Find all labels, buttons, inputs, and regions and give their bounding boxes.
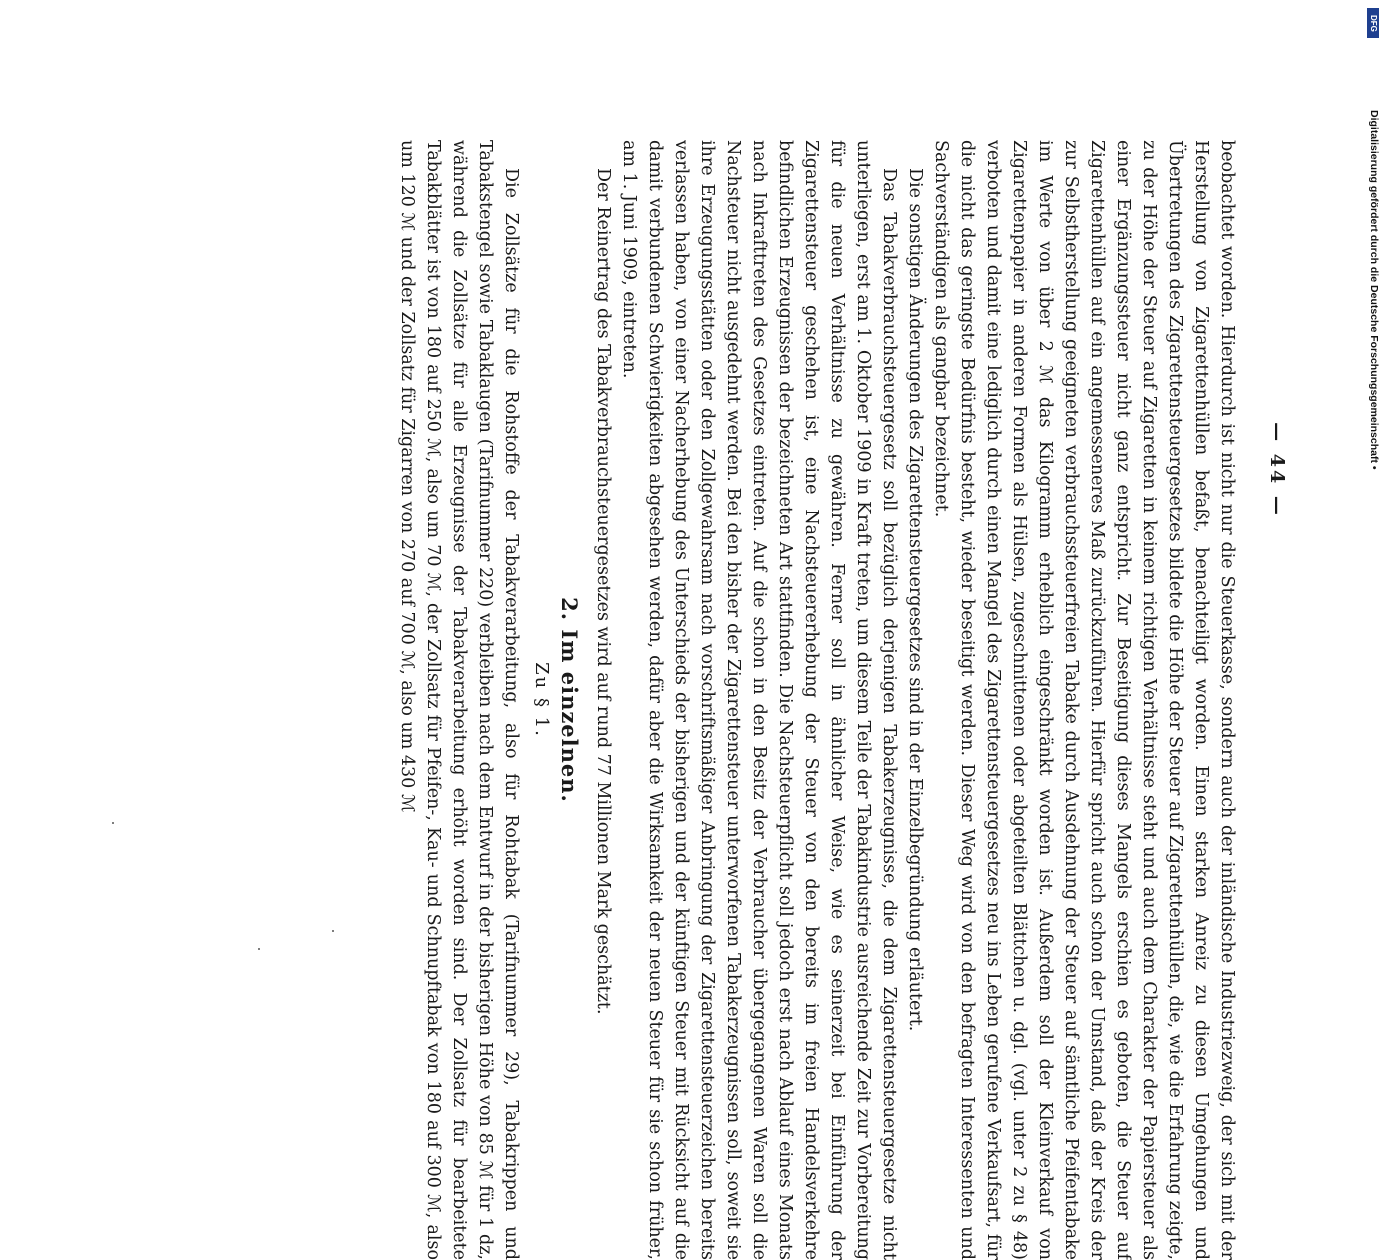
scan-speck [112,822,114,824]
paragraph-5: Die Zollsätze für die Rohstoffe der Tabakverarbeitung, also für Rohtabak (Tarifnummer 29), Tabakrippen und Tabakstengel sowie Tabaklaugen (Tarifnummer 220) verbleiben nach dem Entwurf in der bisherigen Höhe von 85 ℳ für 1 dz, während die Zollsätze für alle Erzeugnisse der Tabakverarbeitung erhöht worden sind. Der Zollsatz für bearbeitete Tabakblätter ist von 180 auf 250 ℳ, also um 70 ℳ, der Zollsatz für Pfeifen-, Kau- und Schnupftabak von 180 auf 300 ℳ, also um 120 ℳ und der Zollsatz für Zigarren von 270 auf 700 ℳ, also um 430 ℳ [397,140,521,1260]
paragraph-3: Das Tabakverbrauchsteuergesetz soll bezüglich derjenigen Tabakerzeugnisse, die dem Zigarettensteuergesetze nicht unterliegen, erst am 1. Oktober 1909 in Kraft treten, um diesem Teile der Tabakindustrie ausreichende Zeit zur Vorbereitung für die neuen Verhältnisse zu gewähren. Ferner soll in ähnlicher Weise, wie es seinerzeit bei Einführung der Zigarettensteuer geschehen ist, eine Nachsteuererhebung der Steuer von den bereits im freien Handelsverkehre befindlichen Erzeugnissen der bezeichneten Art stattfinden. Die Nachsteuerpflicht soll jedoch erst nach Ablauf eines Monats nach Inkrafttreten des Gesetzes eintreten. Auf die schon in den Besitz der Verbraucher übergegangenen Waren soll die Nachsteuer nicht ausgedehnt werden. Bei den bisher der Zigarettensteuer unterworfenen Tabakerzeugnissen soll, soweit sie ihre Erzeugungsstätten oder den Zollgewahrsam nach vorschriftsmäßiger Anbringung der Zigarettensteuerzeichen bereits verlassen haben, von einer Nacherhebung des Unterschieds der bisherigen und der künftigen Steuer mit Rücksicht auf die damit verbundenen Schwierigkeiten abgesehen werden, dafür aber die Wirksamkeit der neuen Steuer für sie schon früher, am 1. Juni 1909, eintreten. [619,140,899,1260]
rotated-document-page [90,140,1288,1260]
paragraph-1: beobachtet worden. Hierdurch ist nicht nur die Steuerkasse, sondern auch der inländische Industriezweig, der sich mit der Herstellung von Zigarettenhüllen befaßt, benachteiligt worden. Einen starken Anreiz zu diesen Umgehungen und Übertretungen des Zigarettensteuergesetzes bildete die Höhe der Steuer auf Zigarettenhüllen, die, wie die Erfahrung zeigte, zu der Höhe der Steuer auf Zigaretten in keinem richtigen Verhältnisse steht und auch dem Charakter der Papiersteuer als einer Ergänzungssteuer nicht ganz entspricht. Zur Beseitigung dieses Mangels erschien es geboten, die Steuer auf Zigarettenhüllen auf ein angemesseneres Maß zurückzuführen. Hierfür spricht auch schon der Umstand, daß der Kreis der zur Selbstherstellung geeigneten verbrauchssteuerfreien Tabake durch Ausdehnung der Steuer auf sämtliche Pfeifentabake im Werte von über 2 ℳ das Kilogramm erheblich eingeschränkt worden ist. Außerdem soll der Kleinverkauf von Zigarettenpapier in anderen Formen als Hülsen, zugeschnittenen oder abgeteilten Blättchen u. dgl. (vgl. unter 2 zu § 48) verboten und damit eine lediglich durch einen Mangel des Zigarettensteuergesetzes neu ins Leben gerufene Verkaufsart, für die nicht das geringste Bedürfnis besteht, wieder beseitigt werden. Dieser Weg wird von den befragten Interessenten und Sachverständigen als gangbar bezeichnet. [931,140,1237,1260]
sub-heading: Zu § 1. [531,662,552,738]
dfg-logo: DFG [1367,8,1379,38]
document-body [394,140,1240,1260]
scan-speck [332,930,334,932]
section-heading: 2. Im einzelnen. [557,597,582,803]
paragraph-2: Die sonstigen Änderungen des Zigarettensteuergesetzes sind in der Einzelbegründung erläutert. [905,168,925,1032]
paragraph-4: Der Reinertrag des Tabakverbrauchsteuergesetzes wird auf rund 77 Millionen Mark geschätzt. [593,168,613,1015]
scan-speck [258,948,260,950]
page-number: — 44 — [1266,422,1288,518]
digitization-credit: Digitalisierung gefördert durch die Deutsche Forschungsgemeinschaft • [1368,110,1380,470]
